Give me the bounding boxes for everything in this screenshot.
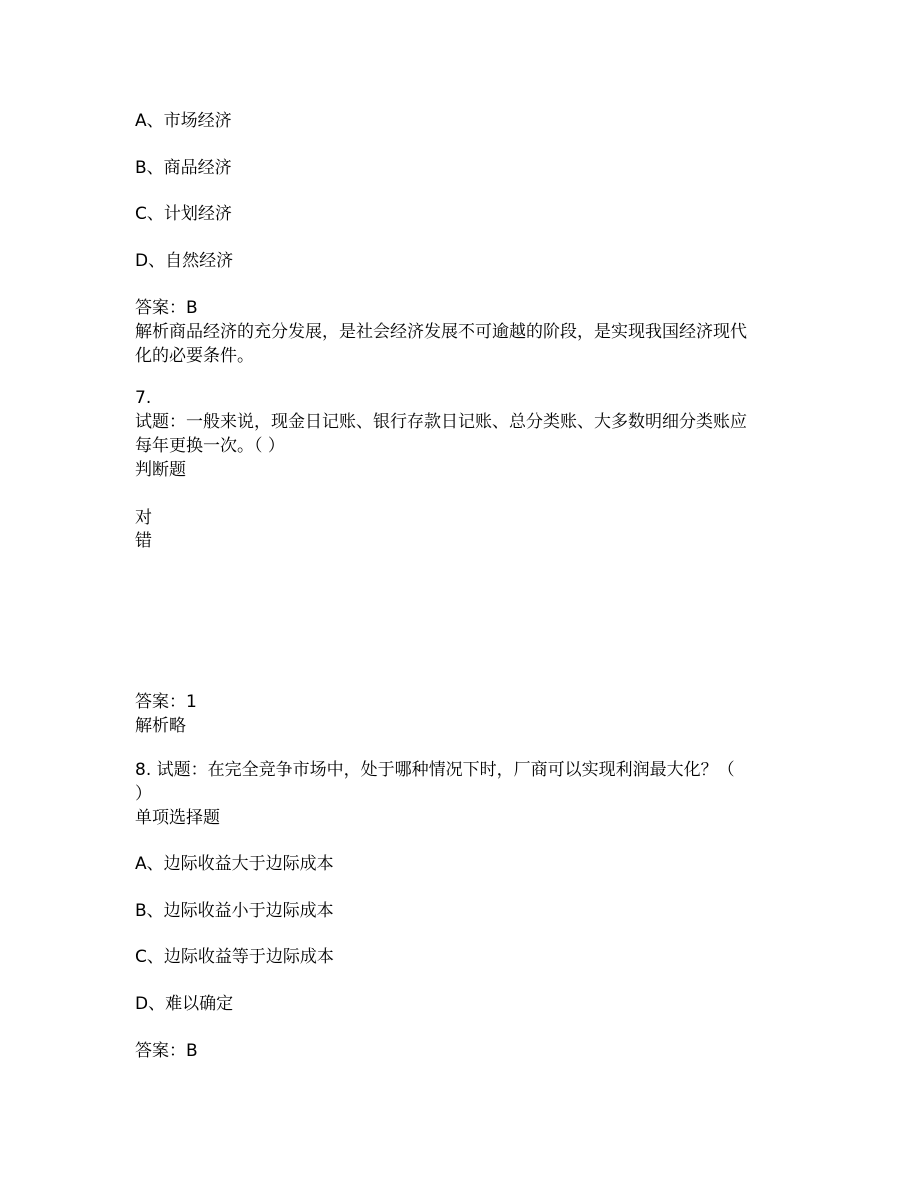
q6-option-c: C、计划经济: [135, 204, 232, 224]
q8-option-d: D、难以确定: [135, 994, 234, 1014]
q7-choice-true: 对: [135, 508, 152, 528]
q8-question-line2: ）: [135, 784, 152, 804]
q8-answer: 答案：B: [135, 1041, 198, 1061]
q8-type: 单项选择题: [135, 808, 220, 828]
q7-type: 判断题: [135, 460, 186, 480]
q7-answer: 答案：1: [135, 692, 197, 712]
q6-option-a: A、市场经济: [135, 111, 232, 131]
q6-answer: 答案：B: [135, 298, 198, 318]
q8-question-line1: 8. 试题：在完全竞争市场中，处于哪种情况下时，厂商可以实现利润最大化？（: [135, 760, 735, 780]
q8-option-b: B、边际收益小于边际成本: [135, 901, 334, 921]
q7-question-line1: 试题：一般来说，现金日记账、银行存款日记账、总分类账、大多数明细分类账应: [135, 412, 747, 432]
q6-analysis-line2: 化的必要条件。: [135, 346, 254, 366]
q7-number: 7.: [135, 388, 152, 408]
q6-analysis-line1: 解析商品经济的充分发展，是社会经济发展不可逾越的阶段，是实现我国经济现代: [135, 322, 747, 342]
q8-option-a: A、边际收益大于边际成本: [135, 854, 334, 874]
q8-option-c: C、边际收益等于边际成本: [135, 947, 334, 967]
q7-choice-false: 错: [135, 531, 152, 551]
q6-option-b: B、商品经济: [135, 158, 232, 178]
q7-analysis: 解析略: [135, 716, 186, 736]
q7-question-line2: 每年更换一次。（ ）: [135, 436, 285, 456]
q6-option-d: D、自然经济: [135, 251, 234, 271]
